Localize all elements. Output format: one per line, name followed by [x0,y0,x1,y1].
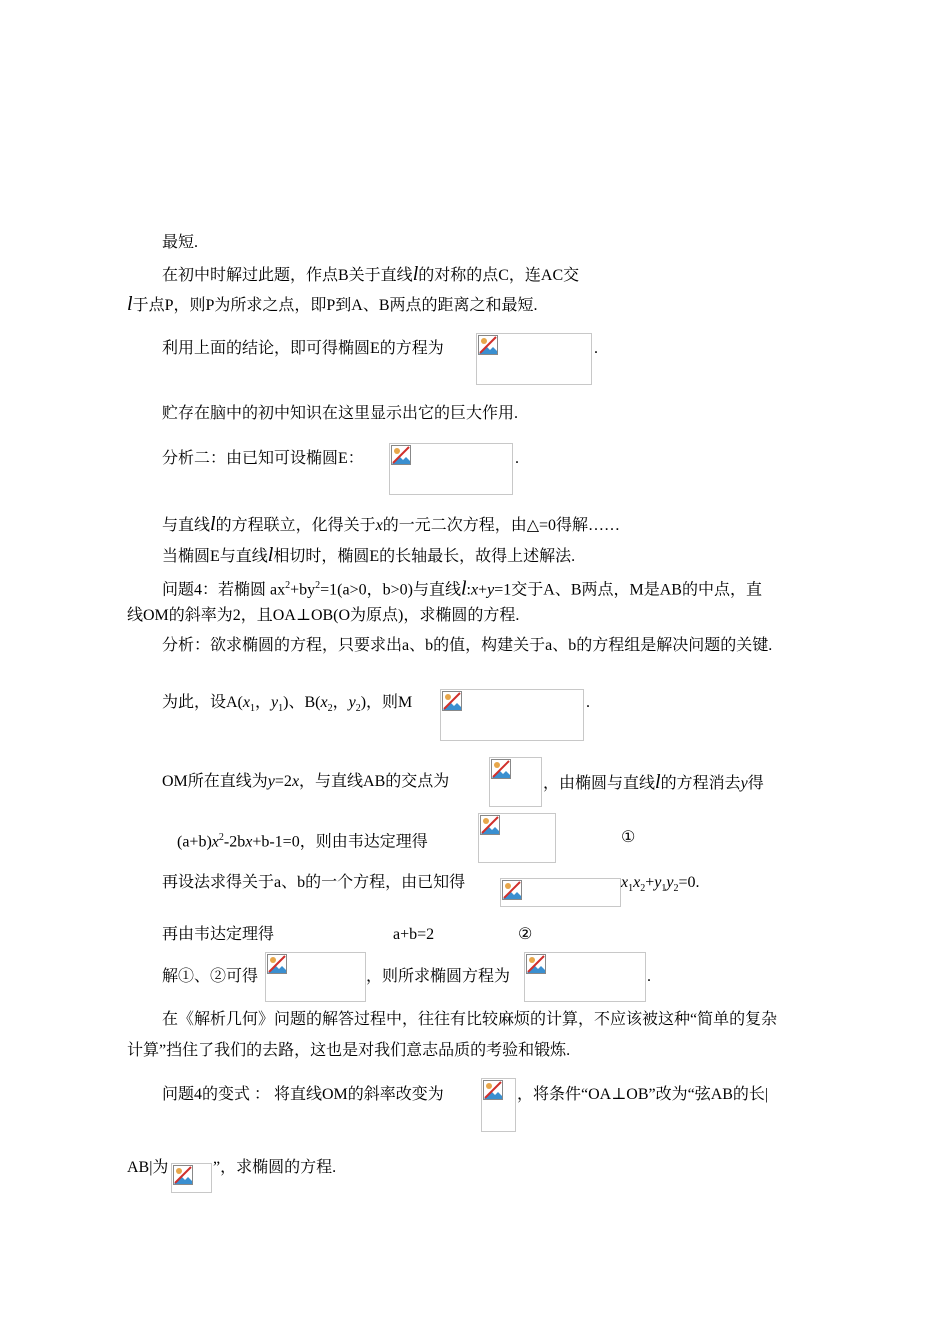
text-line: ”，求椭圆的方程. [213,1159,337,1176]
text-line: 问题4的变式 ： 将直线OM的斜率改变为 [162,1086,444,1103]
text-line: a+b=2 [393,926,435,943]
text-line: 分析：欲求椭圆的方程，只要求出a、b的值，构建关于a、b的方程组是解决问题的关键. [162,637,773,654]
formula-image [489,757,542,807]
formula-image [440,689,584,741]
text-line: AB|为 [127,1159,169,1176]
text-line: 在《解析几何》问题的解答过程中，往往有比较麻烦的计算，不应该被这种“简单的复杂 [162,1011,778,1028]
text-line: 再设法求得关于a、b的一个方程，由已知得 [162,874,466,891]
broken-image-icon [478,335,498,355]
formula-image [478,813,556,863]
formula-image [389,443,513,495]
text-line: 当椭圆E与直线l相切时，椭圆E的长轴最长，故得上述解法. [162,544,576,566]
text-line: . [515,450,519,467]
text-line: OM所在直线为y=2x，与直线AB的交点为 [162,773,450,790]
formula-image [500,878,621,907]
text-line: ，由椭圆与直线l的方程消去y得 [543,771,764,793]
broken-image-icon [442,691,462,711]
broken-image-icon [526,954,546,974]
broken-image-icon [502,880,522,900]
text-line: 问题4：若椭圆 $ax^2+by^2=1(a>0$，b>0)与直线l:x+y=1交于A、B两点，M是AB的中点，直 [162,577,762,600]
text-line: 与直线l的方程联立，化得关于x的一元二次方程，由△=0得解…… [162,513,621,535]
text-line: 线OM的斜率为2，且OA⊥OB(O为原点)，求椭圆的方程. [127,607,520,624]
broken-image-icon [267,954,287,974]
equation-marker: ① [621,829,636,846]
formula-image [524,952,646,1002]
formula-image [476,333,592,385]
formula-image [481,1078,516,1132]
text-line: 再由韦达定理得 [162,926,275,943]
text-line: ，将条件“OA⊥OB”改为“弦AB的长| [517,1086,769,1103]
broken-image-icon [391,445,411,465]
text-line: $x_1x_2+y_1y_2=0$. [621,874,700,895]
text-line: . [586,694,590,711]
formula-image [265,952,366,1002]
text-line: . [647,968,651,985]
text-line: 最短. [162,234,199,251]
text-line: $(a+b)x^2-2bx+b-1=0$，则由韦达定理得 [177,832,428,851]
formula-image [171,1163,212,1193]
text-line: . [594,340,598,357]
text-line: l于点P，则P为所求之点，即P到A、B两点的距离之和最短. [127,293,538,315]
text-line: 解①、②可得 [162,968,259,985]
equation-marker: ② [518,926,533,943]
broken-image-icon [480,815,500,835]
text-line: 分析二：由已知可设椭圆E： [162,450,364,467]
broken-image-icon [491,759,511,779]
text-line: ，则所求椭圆方程为 [366,968,511,985]
text-line: 为此，设$A(x_1$，$y_1$)、$B(x_2$，$y_2$)，则M [162,694,413,715]
broken-image-icon [483,1080,503,1100]
text-line: 利用上面的结论，即可得椭圆E的方程为 [162,340,444,357]
text-line: 计算”挡住了我们的去路，这也是对我们意志品质的考验和锻炼. [127,1042,571,1059]
text-line: 在初中时解过此题，作点B关于直线l的对称的点C，连AC交 [162,263,580,285]
text-line: 贮存在脑中的初中知识在这里显示出它的巨大作用. [162,405,519,422]
broken-image-icon [173,1165,193,1185]
